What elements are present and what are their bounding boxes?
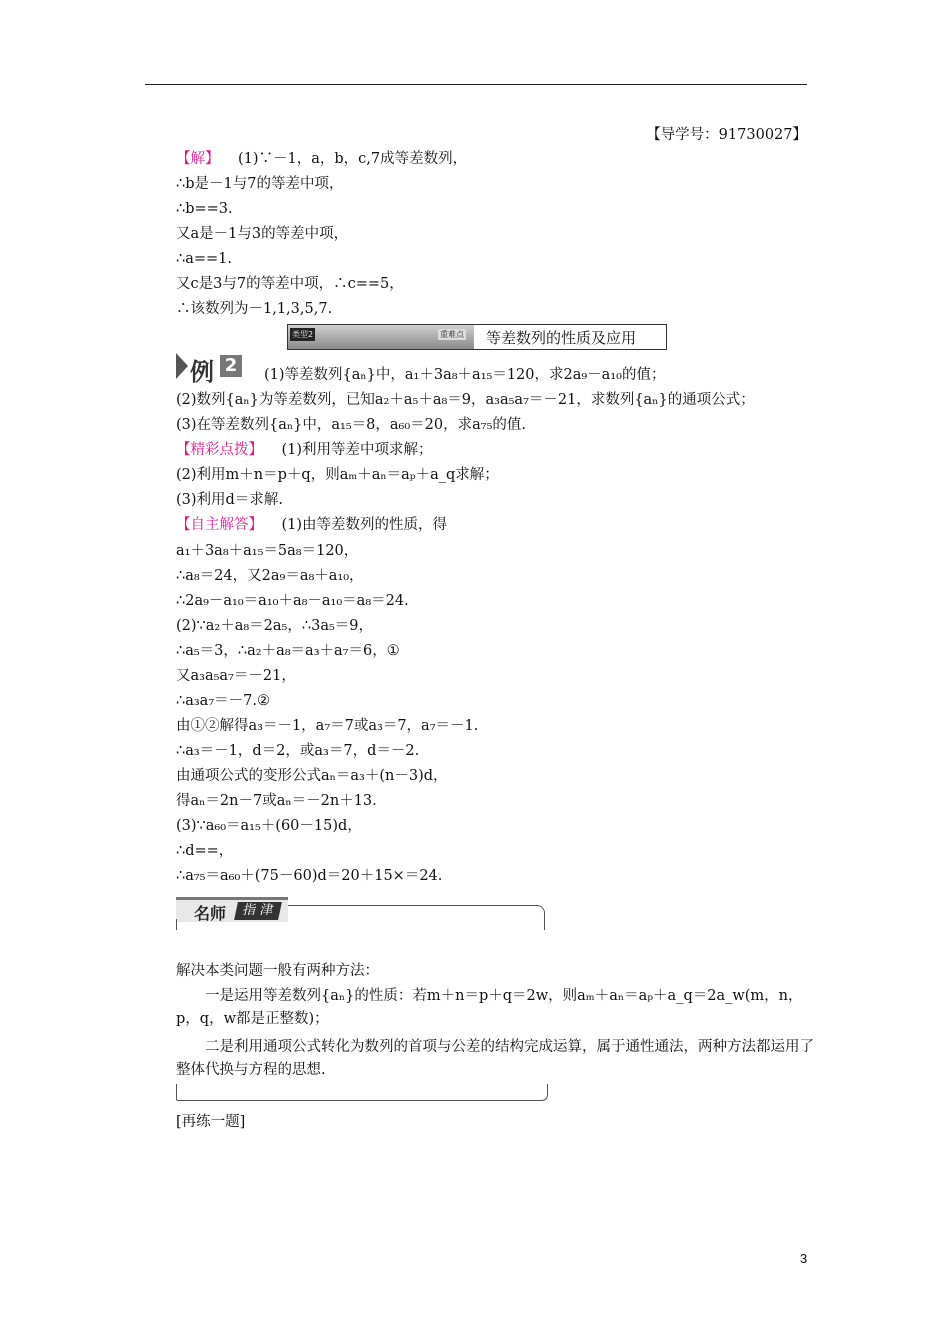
solution1-line-2: ∴b==3. [176, 201, 233, 217]
type-label: 类型2 [292, 330, 314, 339]
answer-line-13: ∴d==， [176, 843, 234, 859]
answer-line-10: 由通项公式的变形公式aₙ＝a₃＋(n－3)d， [176, 768, 448, 784]
example2-line-1: (1)等差数列{aₙ}中，a₁＋3a₈＋a₁₅＝120，求2a₉－a₁₀的值； [264, 367, 666, 383]
teacher-note-frame-top [288, 905, 545, 930]
example2-line-2: (2)数列{aₙ}为等差数列，已知a₂＋a₅＋a₈＝9，a₃a₅a₇＝－21，求数列{aₙ}的通项公式； [176, 392, 755, 408]
answer-line-8: 由①②解得a₃＝－1，a₇＝7或a₃＝7，a₇＝－1. [176, 718, 479, 734]
hint-line-2: (2)利用m＋n＝p＋q，则aₘ＋aₙ＝aₚ＋a_q求解； [176, 467, 499, 483]
hint-line-1 [176, 441, 432, 459]
solution-tag: 【解】 [176, 151, 220, 167]
hint-tag: 【精彩点拨】 [176, 442, 263, 458]
top-rule [145, 84, 807, 85]
answer-line-3: ∴2a₉－a₁₀＝a₁₀＋a₈－a₁₀＝a₈＝24. [176, 593, 409, 609]
answer-tag: 【自主解答】 [176, 517, 263, 533]
example-badge [176, 353, 244, 386]
hint-text-1: (1)利用等差中项求解； [281, 442, 433, 458]
arrow-icon [176, 353, 188, 379]
hint-line-3: (3)利用d＝求解. [176, 492, 283, 508]
solution1-line-3: 又a是－1与3的等差中项， [176, 226, 349, 242]
difficulty-label: 重难点 [440, 330, 464, 339]
answer-line-4: (2)∵a₂＋a₈＝2a₅，∴3a₅＝9， [176, 618, 373, 634]
practice-label: [再练一题] [176, 1114, 246, 1130]
example-badge-number: 2 [220, 355, 242, 377]
teacher-note-method2: 二是利用通项公式转化为数列的首项与公差的结构完成运算，属于通性通法，两种方法都运用了整体代换与方程的思想. [176, 1039, 814, 1078]
solution1-line-0 [176, 150, 467, 168]
example-badge-char: 例 [190, 358, 214, 386]
answer-first: (1)由等差数列的性质，得 [281, 517, 447, 533]
solution1-line-6: ∴该数列为－1,1,3,5,7. [176, 301, 333, 317]
answer-line-11: 得aₙ＝2n－7或aₙ＝－2n＋13. [176, 793, 377, 809]
answer-line-1: a₁＋3a₈＋a₁₅＝5a₈＝120， [176, 543, 359, 559]
teacher-note-tab [176, 897, 288, 922]
teacher-note-subtitle: 指 津 [234, 902, 282, 920]
answer-line-9: ∴a₃＝－1，d＝2，或a₃＝7，d＝－2. [176, 743, 420, 759]
doc-number: 【导学号：91730027】 [646, 127, 807, 143]
teacher-note-header [176, 897, 548, 930]
answer-line-14: ∴a₇₅＝a₆₀＋(75－60)d＝20＋15×＝24. [176, 868, 443, 884]
solution1-line-5: 又c是3与7的等差中项，∴c==5， [176, 276, 404, 292]
type-banner [287, 324, 667, 350]
answer-line-7: ∴a₃a₇＝－7.② [176, 693, 270, 709]
solution1-text-0: (1)∵－1，a，b，c,7成等差数列， [237, 151, 468, 167]
teacher-note-intro: 解决本类问题一般有两种方法： [176, 963, 379, 979]
teacher-note-frame-left [176, 919, 177, 930]
type-title: 等差数列的性质及应用 [486, 329, 637, 347]
example2-line-3: (3)在等差数列{aₙ}中，a₁₅＝8，a₆₀＝20，求a₇₅的值. [176, 417, 527, 433]
answer-line-2: ∴a₈＝24，又2a₉＝a₈＋a₁₀， [176, 568, 364, 584]
type-banner-strip [288, 325, 474, 349]
answer-line-6: 又a₃a₅a₇＝－21， [176, 668, 296, 684]
answer-line-12: (3)∵a₆₀＝a₁₅＋(60－15)d， [176, 818, 362, 834]
answer-line-5: ∴a₅＝3，∴a₂＋a₈＝a₃＋a₇＝6，① [176, 643, 400, 659]
solution1-line-4: ∴a==1. [176, 251, 233, 267]
solution1-line-1: ∴b是－1与7的等差中项， [176, 176, 344, 192]
page-number: 3 [800, 1251, 808, 1266]
teacher-note-title: 名师 [194, 904, 227, 923]
answer-line-0 [176, 516, 447, 534]
teacher-note-method1: 一是运用等差数列{aₙ}的性质：若m＋n＝p＋q＝2w，则aₘ＋aₙ＝aₚ＋a_q＝2a_w(m，n，p，q，w都是正整数)； [176, 988, 803, 1027]
teacher-note-frame-bottom [176, 1084, 548, 1101]
